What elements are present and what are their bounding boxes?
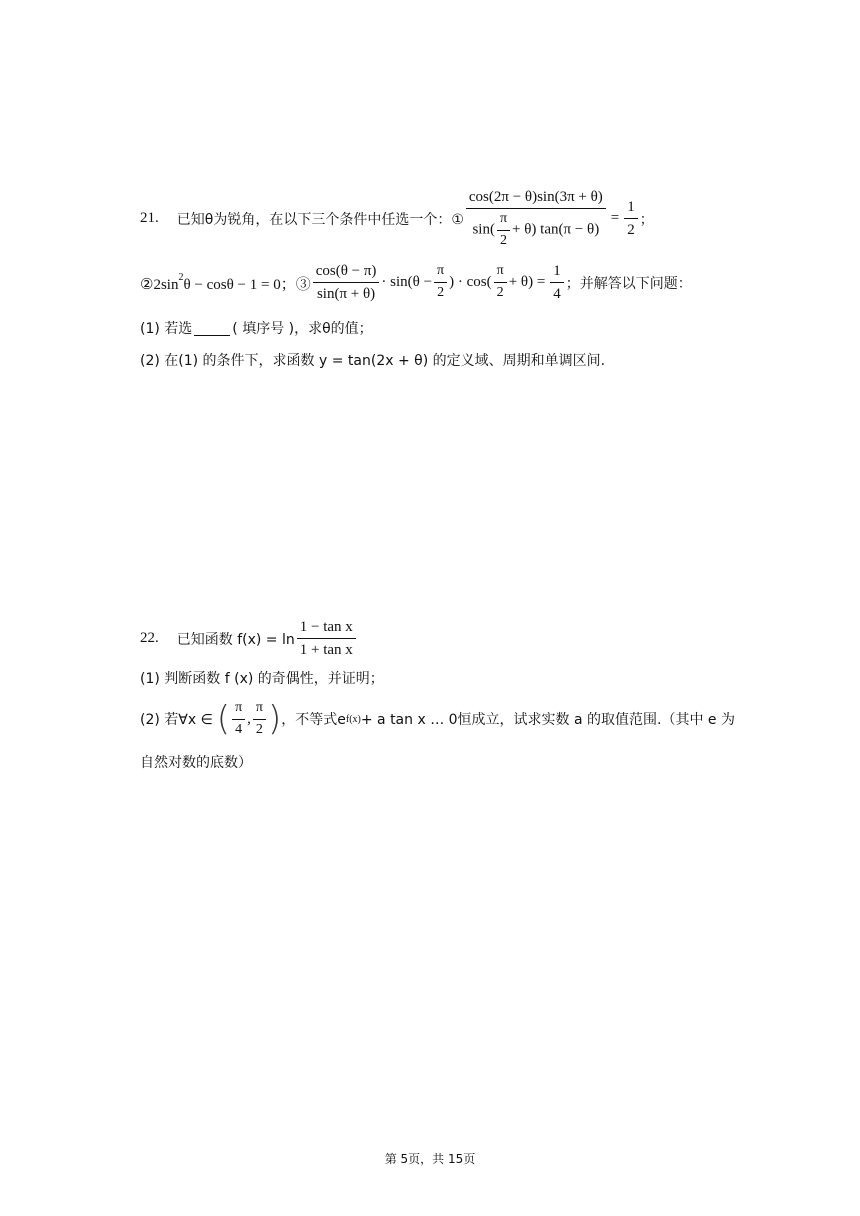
pi: π [434, 263, 447, 283]
pi-over-2-b [494, 263, 507, 302]
two: 2 [437, 285, 445, 300]
equals-sign: = [610, 210, 620, 227]
part1-text-2: ( 填序号 )，求θ的值； [232, 321, 373, 337]
pi: π [232, 700, 245, 720]
comma: , [247, 710, 251, 727]
question-number: 22. [140, 630, 159, 646]
condition3-numerator: cos(θ − π) [313, 262, 380, 283]
rhs-numerator: 1 [550, 262, 564, 283]
part2-text: (2) 在(1) 的条件下，求函数 y = tan(2x + θ) 的定义域、周期和单调区间. [140, 353, 606, 369]
pi-over-2-c [253, 700, 266, 739]
q22-intro: 已知函数 f(x) = ln [176, 631, 295, 648]
condition1-numerator: cos(2π − θ)sin(3π + θ) [466, 188, 606, 209]
two: 2 [255, 721, 263, 737]
part2-text-2: ，不等式e [281, 712, 346, 729]
condition1-fraction [466, 188, 606, 250]
q21-line2 [140, 262, 692, 303]
q22-part2 [140, 700, 735, 739]
pi: π [497, 211, 510, 231]
semicolon: ； [639, 211, 654, 228]
condition1-denominator [469, 209, 602, 250]
condition3-mid2: ) · cos( [449, 274, 492, 290]
one-half [624, 198, 638, 239]
q21-intro: 已知θ为锐角，在以下三个条件中任选一个：① [176, 211, 464, 228]
close-paren: ) [267, 699, 282, 740]
one-quarter [550, 262, 564, 303]
pi-over-2 [497, 211, 510, 250]
condition3-end: ；并解答以下问题： [565, 275, 692, 292]
condition3-mid1: · sin(θ − [381, 274, 433, 290]
two: 2 [496, 285, 504, 300]
answer-blank[interactable] [194, 321, 230, 336]
part1-text: (1) 若选 [140, 321, 193, 337]
condition3-fraction [313, 262, 380, 303]
function-numerator: 1 − tan x [297, 618, 356, 639]
function-fraction [297, 618, 356, 659]
square-exponent: 2 [178, 271, 184, 283]
den-text-2: + θ) tan(π − θ) [512, 221, 600, 238]
function-denominator: 1 + tan x [299, 642, 353, 658]
exponent: f(x) [345, 713, 361, 725]
q22-part1 [140, 668, 384, 688]
pi-over-2-a [434, 263, 447, 302]
part1-text: (1) 判断函数 f (x) 的奇偶性，并证明； [140, 671, 384, 687]
condition3-denominator: sin(π + θ) [316, 286, 376, 302]
condition2 [140, 272, 311, 294]
pi: π [253, 700, 266, 720]
four: 4 [235, 721, 243, 737]
pi-over-4 [232, 700, 245, 739]
condition2-rest: θ − cosθ − 1 = 0；③ [183, 276, 311, 293]
rhs-denominator: 2 [627, 222, 635, 239]
q21-part2 [140, 350, 605, 370]
pi: π [494, 263, 507, 283]
rhs-numerator: 1 [624, 198, 638, 219]
part2-continuation: 自然对数的底数） [140, 755, 252, 771]
condition2-text: ②2sin [140, 276, 179, 293]
condition3-mid3: + θ) = [508, 274, 546, 290]
q21-line1 [140, 188, 654, 250]
q21-part1 [140, 318, 373, 338]
rhs-denominator: 4 [553, 286, 561, 302]
q22-line1 [140, 618, 358, 659]
two: 2 [499, 232, 507, 248]
part2-text: (2) 若∀x ∈ [140, 712, 213, 729]
part2-text-3: + a tan x … 0恒成立，试求实数 a 的取值范围.（其中 e 为 [360, 712, 735, 729]
den-text: sin( [472, 221, 495, 238]
page-footer: 第 5页，共 15页 [384, 1152, 476, 1166]
question-number: 21. [140, 210, 159, 227]
q22-part2-cont [140, 752, 252, 772]
open-paren: ( [216, 699, 231, 740]
